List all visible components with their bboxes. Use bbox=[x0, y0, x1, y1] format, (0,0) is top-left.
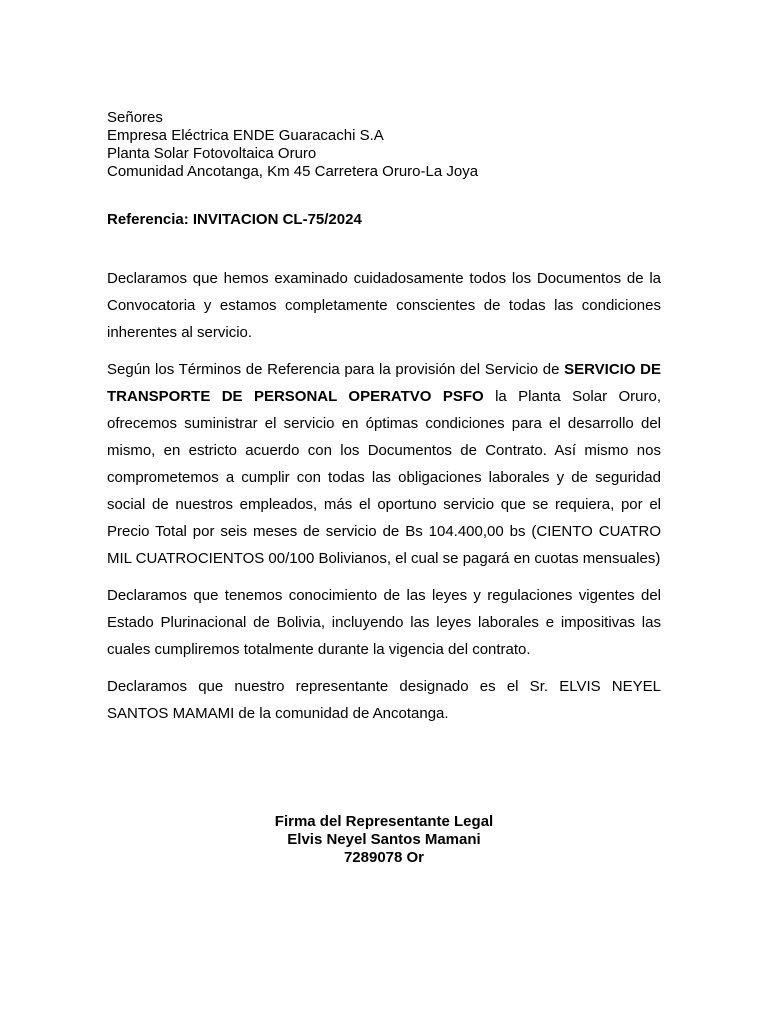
recipient-address-block bbox=[107, 109, 478, 181]
paragraph-offer bbox=[107, 356, 661, 572]
recipient-location: Comunidad Ancotanga, Km 45 Carretera Oruro-La Joya bbox=[107, 163, 479, 180]
salutation: Señores bbox=[107, 109, 163, 126]
signatory-id: 7289078 Or bbox=[343, 849, 425, 866]
reference-line: Referencia: INVITACION CL-75/2024 bbox=[107, 211, 362, 228]
signature-block bbox=[0, 813, 768, 867]
offer-text-details: la Planta Solar Oruro, ofrecemos suministrar el servicio en óptimas condiciones para el desarrollo del mismo, en estricto acuerdo con los Documentos de Contrato. Así mismo nos comprometemos a cumplir con todas las obligaciones laborales y de seguridad social de nuestros empleados, más el oportuno servicio que se requiera, por el Precio Total por seis meses de servicio de Bs 104.400,00 bs (CIENTO CUATRO MIL CUATROCIENTOS 00/100 Bolivianos, el cual se pagará en cuotas mensuales) bbox=[107, 388, 661, 567]
signatory-name: Elvis Neyel Santos Mamani bbox=[287, 831, 481, 848]
paragraph-laws: Declaramos que tenemos conocimiento de las leyes y regulaciones vigentes del Estado Plurinacional de Bolivia, incluyendo las leyes laborales e impositivas las cuales cumpliremos totalmente durante la vigencia del contrato. bbox=[107, 587, 661, 658]
recipient-plant: Planta Solar Fotovoltaica Oruro bbox=[107, 145, 317, 162]
service-name: SERVICIO DE TRANSPORTE DE PERSONAL OPERATVO PSFO bbox=[107, 361, 661, 405]
signature-title: Firma del Representante Legal bbox=[274, 813, 494, 830]
letter-body bbox=[107, 265, 661, 737]
recipient-company: Empresa Eléctrica ENDE Guaracachi S.A bbox=[107, 127, 384, 144]
offer-text-intro: Según los Términos de Referencia para la provisión del Servicio de bbox=[107, 361, 565, 378]
paragraph-representative: Declaramos que nuestro representante designado es el Sr. ELVIS NEYEL SANTOS MAMAMI de la comunidad de Ancotanga. bbox=[107, 678, 661, 722]
paragraph-examination: Declaramos que hemos examinado cuidadosamente todos los Documentos de la Convocatoria y estamos completamente conscientes de todas las condiciones inherentes al servicio. bbox=[107, 270, 661, 341]
